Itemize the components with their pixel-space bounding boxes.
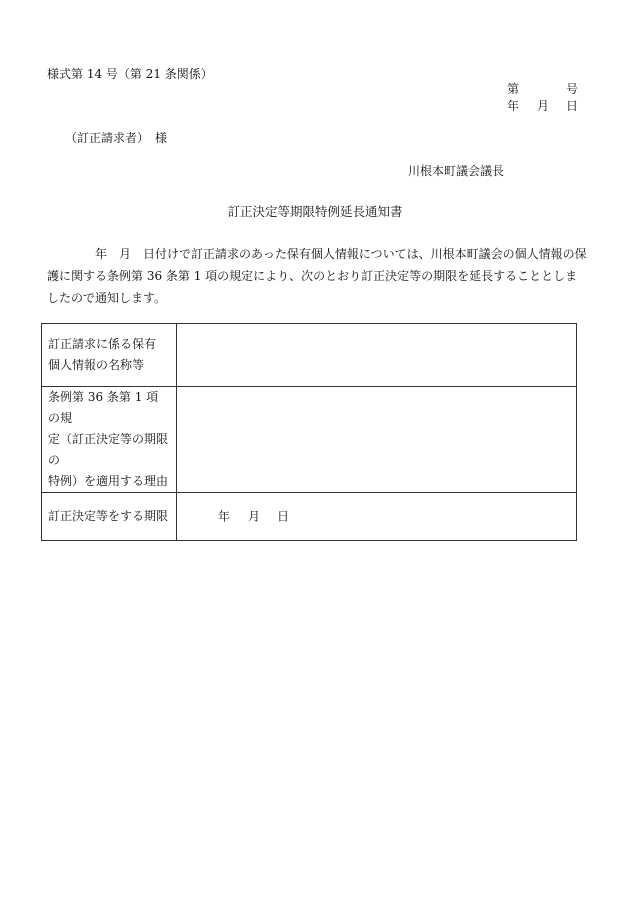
deadline-month: 月	[248, 509, 261, 523]
document-number-label: 第	[507, 82, 520, 96]
body-line-1: 年 月 日付けで訂正請求のあった保有個人情報については、川根本町議会の個人情報の保	[95, 247, 587, 261]
document-title: 訂正決定等期限特例延長通知書	[227, 204, 403, 219]
body-text	[47, 243, 587, 309]
issue-date-year: 年	[507, 99, 520, 113]
label-reason: 条例第 36 条第 1 項の規 定（訂正決定等の期限の 特例）を適用する理由	[42, 387, 177, 493]
document-number-suffix: 号	[566, 82, 579, 96]
label-deadline: 訂正決定等をする期限	[42, 493, 177, 541]
body-line-2: 護に関する条例第 36 条第 1 項の規定により、次のとおり訂正決定等の期限を延長することとしま	[47, 269, 578, 283]
issue-date-month: 月	[537, 99, 550, 113]
value-deadline[interactable]	[177, 493, 577, 541]
deadline-day: 日	[277, 509, 290, 523]
deadline-year: 年	[218, 509, 231, 523]
issue-date-day: 日	[566, 99, 579, 113]
requester-addressee: （訂正請求者） 様	[65, 131, 168, 145]
body-line-3: したので通知します。	[47, 291, 167, 305]
form-number: 様式第 14 号（第 21 条関係）	[47, 67, 213, 81]
value-reason[interactable]	[177, 387, 577, 493]
notice-table	[41, 323, 577, 541]
table-row-reason	[42, 387, 577, 493]
table-row-info-name	[42, 324, 577, 387]
table-row-deadline	[42, 493, 577, 541]
sender-name: 川根本町議会議長	[408, 164, 505, 178]
label-info-name: 訂正請求に係る保有 個人情報の名称等	[42, 324, 177, 387]
value-info-name[interactable]	[177, 324, 577, 387]
